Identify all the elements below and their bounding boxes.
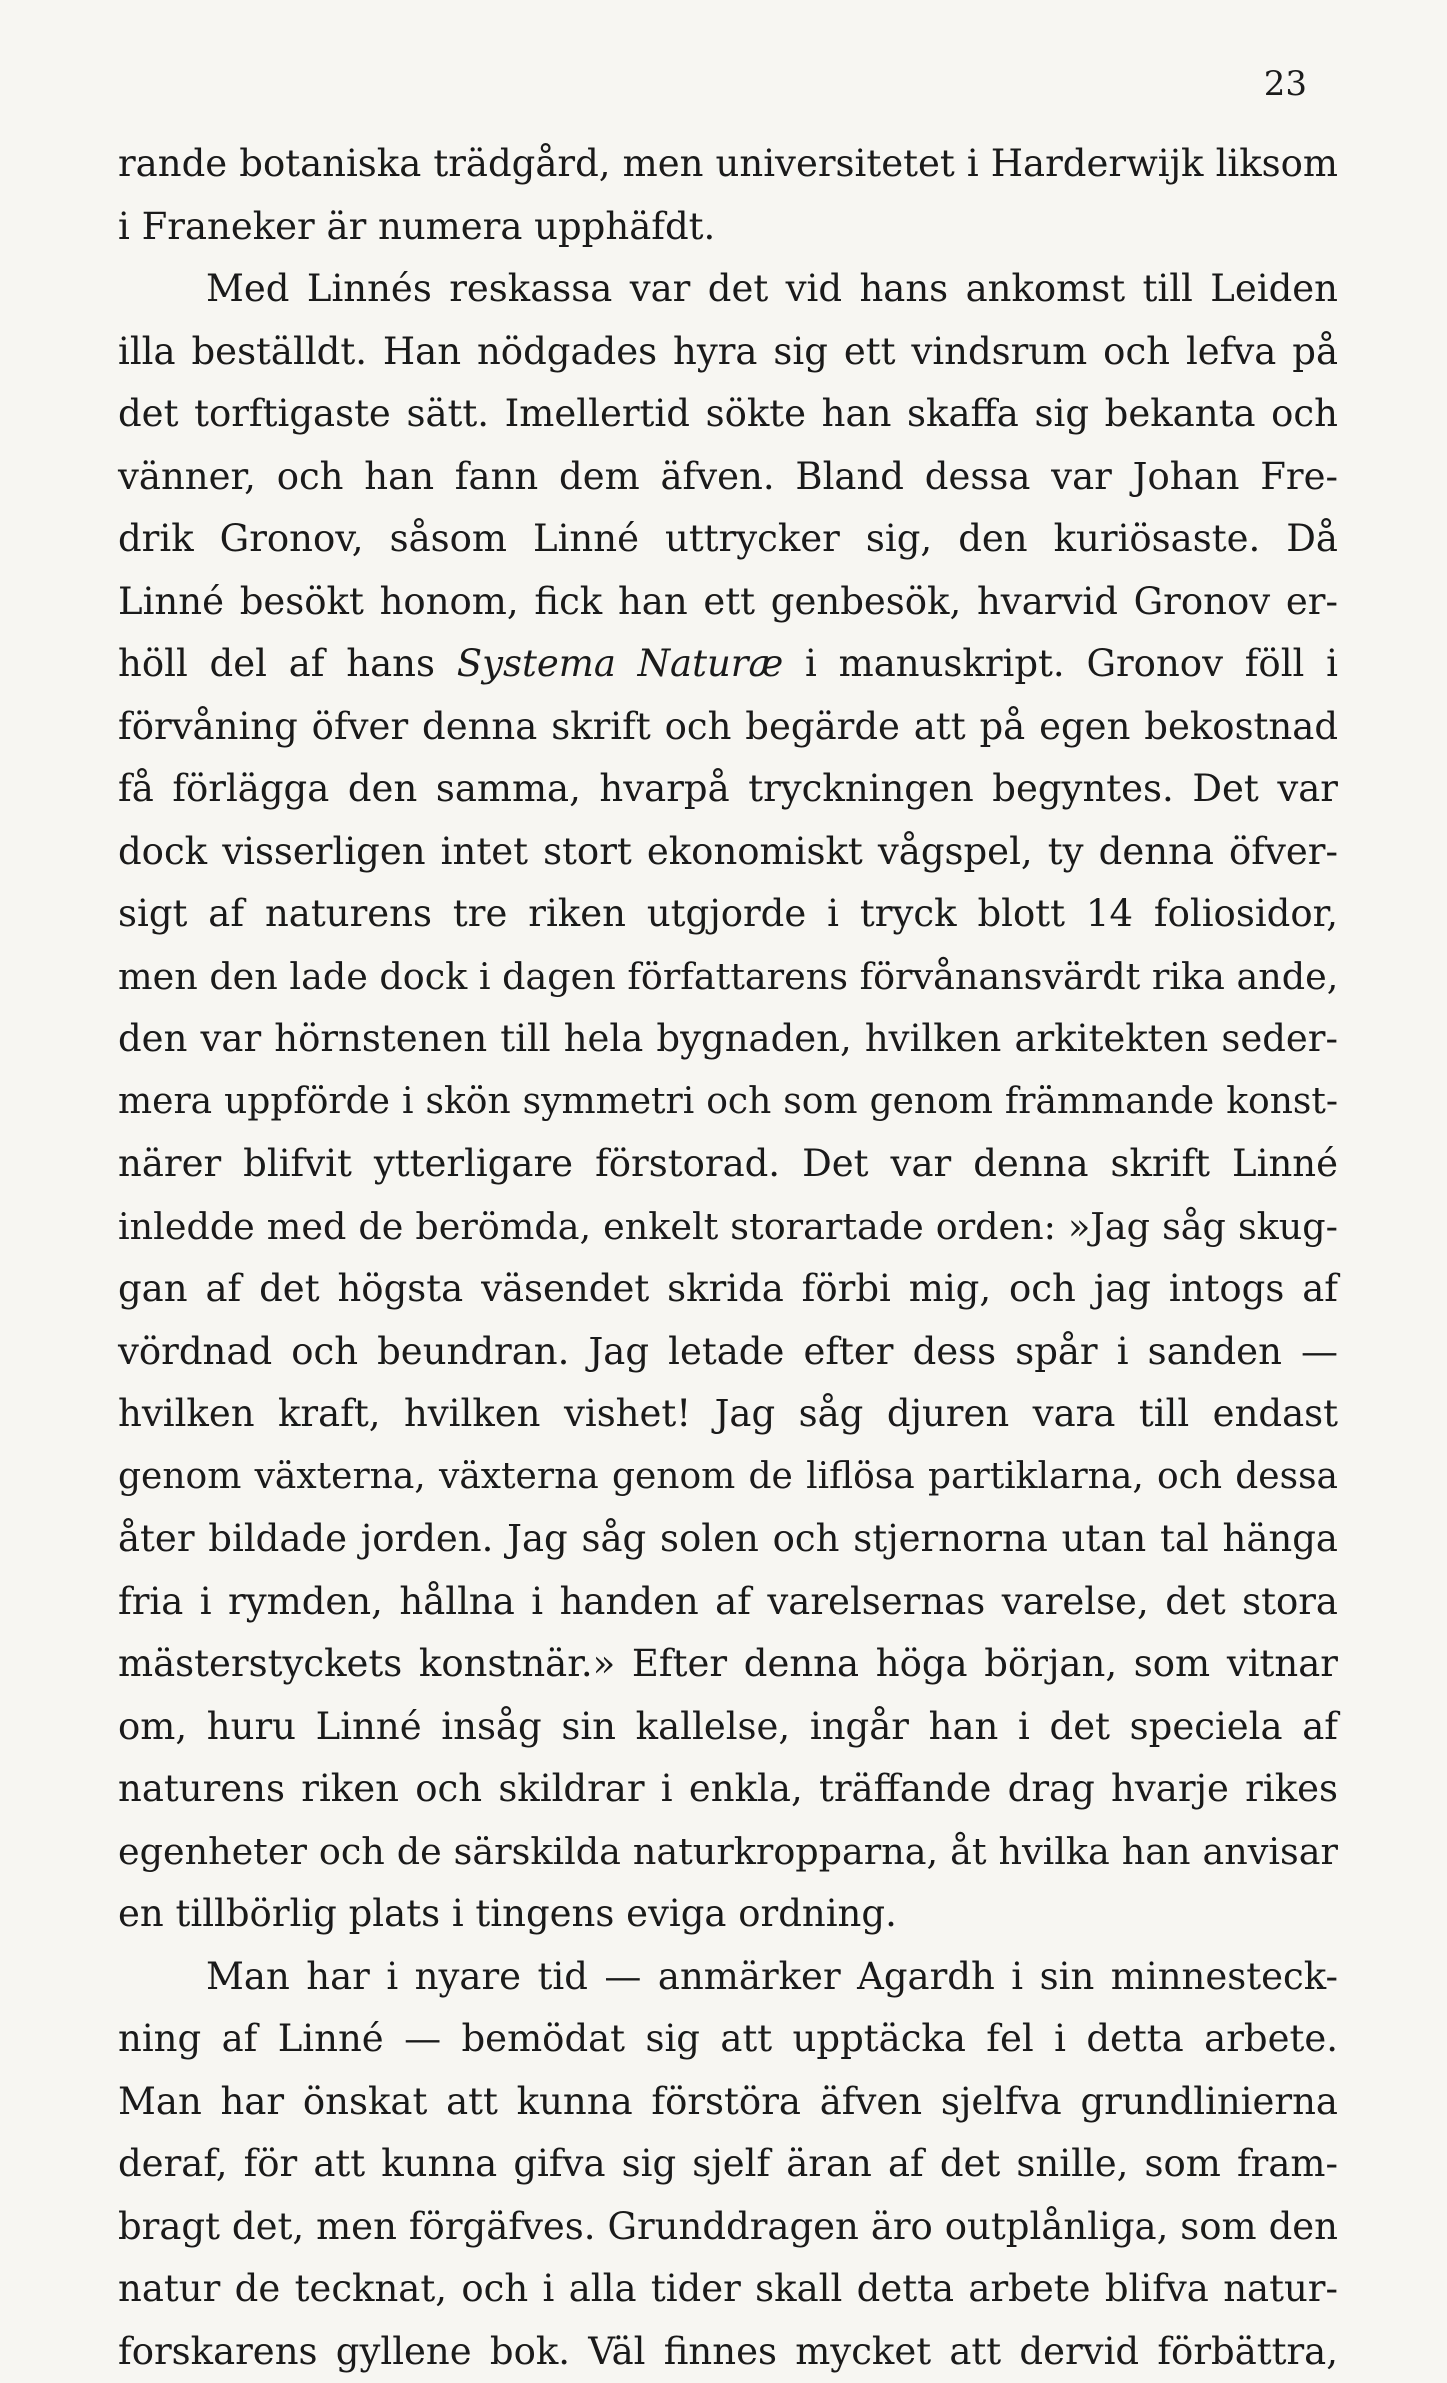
text-line: Man har i nyare tid — anmärker Agardh i sin minnesteck- (118, 1946, 1338, 2009)
text-line: åter bildade jorden. Jag såg solen och stjernorna utan tal hänga (118, 1508, 1338, 1571)
text-line: mera uppförde i skön symmetri och som genom främmande konst- (118, 1071, 1338, 1134)
text-line: vänner, och han fann dem äfven. Bland dessa var Johan Fre- (118, 446, 1338, 509)
text-line: den var hörnstenen till hela bygnaden, hvilken arkitekten seder- (118, 1008, 1338, 1071)
text-line: i Franeker är numera upphäfdt. (118, 196, 1338, 259)
text-line: Man har önskat att kunna förstöra äfven sjelfva grundlinierna (118, 2071, 1338, 2134)
text-line: men den lade dock i dagen författarens förvånansvärdt rika ande, (118, 946, 1338, 1009)
text-line: sigt af naturens tre riken utgjorde i tryck blott 14 foliosidor, (118, 883, 1338, 946)
text-line: natur de tecknat, och i alla tider skall detta arbete blifva natur- (118, 2258, 1338, 2321)
text-line: inledde med de berömda, enkelt storartade orden: »Jag såg skug- (118, 1196, 1338, 1259)
text-line: rande botaniska trädgård, men universitetet i Harderwijk liksom (118, 133, 1338, 196)
text-line: deraf, för att kunna gifva sig sjelf äran af det snille, som fram- (118, 2133, 1338, 2196)
text-line: dock visserligen intet stort ekonomiskt vågspel, ty denna öfver- (118, 821, 1338, 884)
page-number: 23 (1264, 64, 1307, 104)
text-line: egenheter och de särskilda naturkropparna, åt hvilka han anvisar (118, 1821, 1338, 1884)
text-segment: i manuskript. Gronov föll i (783, 642, 1338, 685)
text-line (118, 633, 1338, 696)
text-line: bragt det, men förgäfves. Grunddragen äro outplånliga, som den (118, 2196, 1338, 2259)
text-line: hvilken kraft, hvilken vishet! Jag såg djuren vara till endast (118, 1383, 1338, 1446)
text-line: forskarens gyllene bok. Väl finnes mycket att dervid förbättra, (118, 2321, 1338, 2383)
text-line: närer blifvit ytterligare förstorad. Det var denna skrift Linné (118, 1133, 1338, 1196)
text-line: en tillbörlig plats i tingens eviga ordning. (118, 1883, 1338, 1946)
text-line: Med Linnés reskassa var det vid hans ankomst till Leiden (118, 258, 1338, 321)
text-line: naturens riken och skildrar i enkla, träffande drag hvarje rikes (118, 1758, 1338, 1821)
body-text (118, 133, 1338, 2383)
text-segment: höll del af hans (118, 642, 457, 685)
text-line: få förlägga den samma, hvarpå tryckningen begyntes. Det var (118, 758, 1338, 821)
text-line: ning af Linné — bemödat sig att upptäcka fel i detta arbete. (118, 2008, 1338, 2071)
text-line: gan af det högsta väsendet skrida förbi mig, och jag intogs af (118, 1258, 1338, 1321)
text-line: om, huru Linné insåg sin kallelse, ingår han i det speciela af (118, 1696, 1338, 1759)
text-line: Linné besökt honom, fick han ett genbesök, hvarvid Gronov er- (118, 571, 1338, 634)
text-line: vördnad och beundran. Jag letade efter dess spår i sanden — (118, 1321, 1338, 1384)
text-line: illa beställdt. Han nödgades hyra sig ett vindsrum och lefva på (118, 321, 1338, 384)
text-line: fria i rymden, hållna i handen af varelsernas varelse, det stora (118, 1571, 1338, 1634)
italic-title: Systema Naturæ (457, 642, 784, 685)
text-line: mästerstyckets konstnär.» Efter denna höga början, som vitnar (118, 1633, 1338, 1696)
text-line: drik Gronov, såsom Linné uttrycker sig, den kuriösaste. Då (118, 508, 1338, 571)
text-line: förvåning öfver denna skrift och begärde att på egen bekostnad (118, 696, 1338, 759)
text-line: genom växterna, växterna genom de liflösa partiklarna, och dessa (118, 1446, 1338, 1509)
text-line: det torftigaste sätt. Imellertid sökte han skaffa sig bekanta och (118, 383, 1338, 446)
